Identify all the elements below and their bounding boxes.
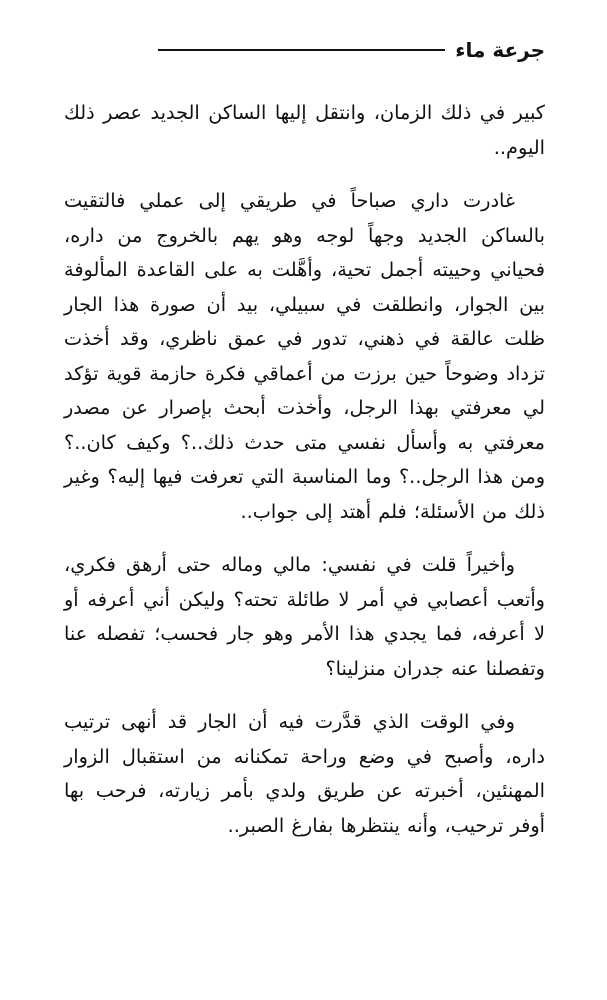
running-header (158, 38, 545, 62)
paragraph: غادرت داري صباحاً في طريقي إلى عملي فالتقيت بالساكن الجديد وجهاً لوجه وهو يهم بالخروج من داره، فحياني وحييته أجمل تحية، وأهَّلت به على القاعدة المألوفة بين الجوار، وانطلقت في سبيلي، بيد أن صورة هذا الجار ظلت عالقة في ذهني، تدور في عمق ناظري، وقد أخذت تزداد وضوحاً حين برزت من أعماقي فكرة حازمة قوية تؤكد لي معرفتي بهذا الرجل، وأخذت أبحث بإصرار عن مصدر معرفتي به وأسأل نفسي متى حدث ذلك..؟ وكيف كان..؟ ومن هذا الرجل..؟ وما المناسبة التي تعرفت فيها إليه؟ وغير ذلك من الأسئلة؛ فلم أهتد إلى جواب.. (64, 189, 545, 523)
body-text (64, 96, 545, 862)
running-header-title: جرعة ماء (455, 38, 545, 62)
header-rule (158, 49, 445, 51)
paragraph: وفي الوقت الذي قدَّرت فيه أن الجار قد أنهى ترتيب داره، وأصبح في وضع وراحة تمكنانه من استقبال الزوار المهنئين، أخبرته عن طريق ولدي بأمر زيارته، فرحب بها أوفر ترحيب، وأنه ينتظرها بفارغ الصبر.. (64, 710, 545, 837)
paragraph-continuation: كبير في ذلك الزمان، وانتقل إليها الساكن الجديد عصر ذلك اليوم.. (64, 101, 545, 159)
paragraph: وأخيراً قلت في نفسي: مالي وماله حتى أرهق فكري، وأتعب أعصابي في أمر لا طائلة تحته؟ وليكن أني أعرفه أو لا أعرفه، فما يجدي هذا الأمر وهو جار فحسب؛ تفصله عنا وتفصلنا عنه جدران منزلينا؟ (64, 553, 545, 680)
